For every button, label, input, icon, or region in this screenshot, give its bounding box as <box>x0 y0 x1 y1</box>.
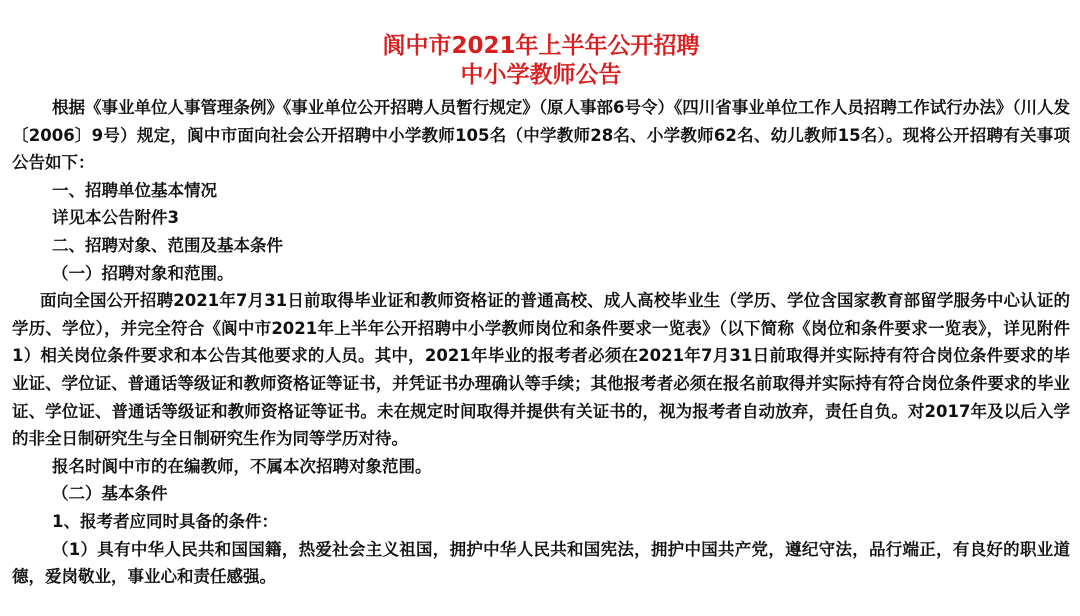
document-body <box>12 94 1070 591</box>
subsection-heading-1: （一）招聘对象和范围。 <box>52 263 234 283</box>
title-line-1: 阆中市2021年上半年公开招聘 <box>382 33 700 59</box>
conditions-heading: 1、报考者应同时具备的条件： <box>52 511 278 531</box>
exclusion-paragraph: 报名时阆中市的在编教师，不属本次招聘对象范围。 <box>52 456 432 476</box>
title-line-2: 中小学教师公告 <box>460 62 622 88</box>
subsection-heading-2: （二）基本条件 <box>52 484 168 504</box>
section-heading-1: 一、招聘单位基本情况 <box>52 180 217 200</box>
announcement-document <box>12 32 1070 591</box>
intro-paragraph: 根据《事业单位人事管理条例》《事业单位公开招聘人员暂行规定》（原人事部6号令）《四川省事业单位工作人员招聘工作试行办法》（川人发〔2006〕9号）规定，阆中市面向社会公开招聘中小学教师105名（中学教师28名、小学教师62名、幼儿教师15名）。现将公开招聘有关事项公告如下： <box>12 98 1070 173</box>
condition-item-1: （1）具有中华人民共和国国籍，热爱社会主义祖国，拥护中华人民共和国宪法，拥护中国共产党，遵纪守法，品行端正，有良好的职业道德，爱岗敬业，事业心和责任感强。 <box>12 539 1070 587</box>
section-heading-2: 二、招聘对象、范围及基本条件 <box>52 235 283 255</box>
see-appendix-line: 详见本公告附件3 <box>52 208 179 228</box>
recruitment-scope-paragraph: 面向全国公开招聘2021年7月31日前取得毕业证和教师资格证的普通高校、成人高校毕业生（学历、学位含国家教育部留学服务中心认证的学历、学位），并完全符合《阆中市2021年上半年公开招聘中小学教师岗位和条件要求一览表》（以下简称《岗位和条件要求一览表》，详见附件1）相关岗位条件要求和本公告其他要求的人员。其中，2021年毕业的报考者必须在2021年7月31日前取得并实际持有符合岗位条件要求的毕业证、学位证、普通话等级证和教师资格证等证书，并凭证书办理确认等手续；其他报考者必须在报名前取得并实际持有符合岗位条件要求的毕业证、学位证、普通话等级证和教师资格证等证书。未在规定时间取得并提供有关证书的，视为报考者自动放弃，责任自负。对2017年及以后入学的非全日制研究生与全日制研究生作为同等学历对待。 <box>12 291 1070 449</box>
